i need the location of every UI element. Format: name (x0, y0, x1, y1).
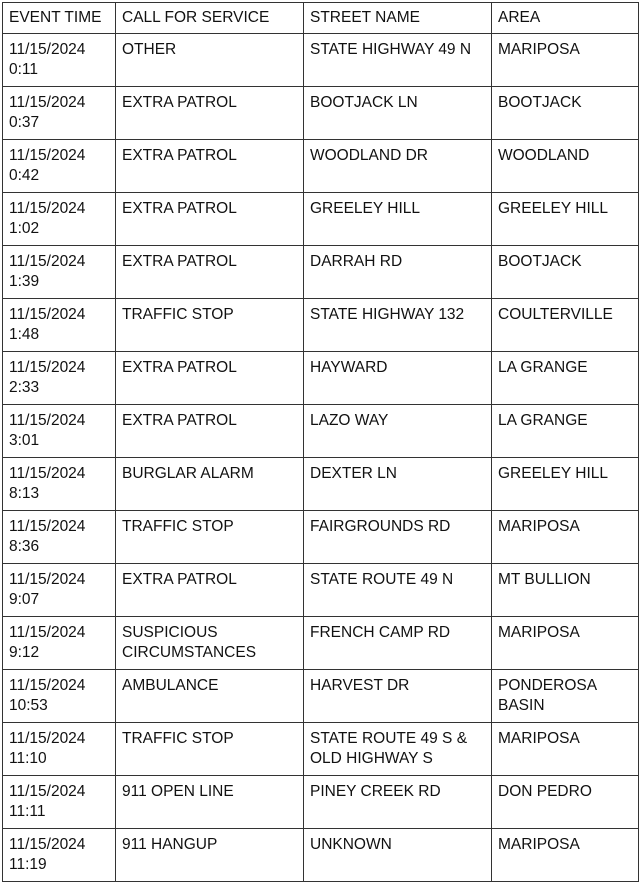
table-row (3, 776, 639, 829)
street-name-cell (304, 617, 492, 670)
area-cell (492, 617, 639, 670)
area-text: MT BULLION (498, 571, 591, 588)
event-date: 11/15/2024 (9, 518, 86, 535)
area-cell (492, 87, 639, 140)
event-date: 11/15/2024 (9, 783, 86, 800)
street-name-cell (304, 246, 492, 299)
event-time-cell (3, 140, 116, 193)
area-cell (492, 140, 639, 193)
area-cell (492, 34, 639, 87)
call-text: TRAFFIC STOP (122, 518, 234, 535)
street-name-cell (304, 193, 492, 246)
area-cell (492, 458, 639, 511)
area-text: WOODLAND (498, 147, 590, 164)
event-time-cell (3, 511, 116, 564)
area-cell (492, 723, 639, 776)
call-text: CIRCUMSTANCES (122, 644, 257, 661)
call-for-service-cell (116, 564, 304, 617)
street-text: UNKNOWN (310, 836, 392, 853)
area-text: MARIPOSA (498, 730, 580, 747)
street-text: GREELEY HILL (310, 200, 420, 217)
area-cell (492, 564, 639, 617)
event-time-cell (3, 193, 116, 246)
call-text: EXTRA PATROL (122, 571, 237, 588)
call-for-service-cell (116, 829, 304, 882)
call-text: EXTRA PATROL (122, 200, 237, 217)
call-for-service-cell (116, 458, 304, 511)
table-row (3, 458, 639, 511)
call-for-service-cell (116, 405, 304, 458)
call-text: EXTRA PATROL (122, 412, 237, 429)
street-text: BOOTJACK LN (310, 94, 418, 111)
header-call-for-service: CALL FOR SERVICE (116, 3, 304, 34)
area-cell (492, 299, 639, 352)
table-row (3, 564, 639, 617)
event-time-cell (3, 87, 116, 140)
area-cell (492, 246, 639, 299)
table-row (3, 670, 639, 723)
table-row (3, 193, 639, 246)
area-text: COULTERVILLE (498, 306, 613, 323)
call-text: EXTRA PATROL (122, 253, 237, 270)
street-text: WOODLAND DR (310, 147, 428, 164)
area-text: MARIPOSA (498, 518, 580, 535)
area-text: LA GRANGE (498, 359, 588, 376)
call-for-service-cell (116, 34, 304, 87)
table-row (3, 829, 639, 882)
event-time: 8:36 (9, 538, 40, 555)
street-name-cell (304, 34, 492, 87)
call-for-service-cell (116, 617, 304, 670)
street-name-cell (304, 299, 492, 352)
street-name-cell (304, 564, 492, 617)
event-time: 2:33 (9, 379, 40, 396)
table-row (3, 352, 639, 405)
street-name-cell (304, 352, 492, 405)
table-row (3, 87, 639, 140)
header-area: AREA (492, 3, 639, 34)
street-name-cell (304, 87, 492, 140)
table-row (3, 723, 639, 776)
call-text: EXTRA PATROL (122, 359, 237, 376)
call-text: EXTRA PATROL (122, 94, 237, 111)
call-text: BURGLAR ALARM (122, 465, 254, 482)
event-time-cell (3, 829, 116, 882)
event-date: 11/15/2024 (9, 836, 86, 853)
table-row (3, 140, 639, 193)
event-date: 11/15/2024 (9, 306, 86, 323)
call-for-service-cell (116, 193, 304, 246)
event-time: 11:11 (9, 803, 46, 820)
event-date: 11/15/2024 (9, 730, 86, 747)
header-street-name: STREET NAME (304, 3, 492, 34)
street-text: FAIRGROUNDS RD (310, 518, 451, 535)
call-text: TRAFFIC STOP (122, 730, 234, 747)
street-name-cell (304, 829, 492, 882)
event-time: 9:07 (9, 591, 40, 608)
street-name-cell (304, 723, 492, 776)
event-time: 10:53 (9, 697, 48, 714)
area-text: MARIPOSA (498, 624, 580, 641)
area-text: MARIPOSA (498, 836, 580, 853)
street-text: LAZO WAY (310, 412, 389, 429)
call-for-service-cell (116, 723, 304, 776)
event-time-cell (3, 352, 116, 405)
event-time-cell (3, 405, 116, 458)
street-text: STATE HIGHWAY 49 N (310, 41, 472, 58)
area-text: BOOTJACK (498, 253, 582, 270)
call-for-service-cell (116, 246, 304, 299)
call-log-table (2, 2, 639, 882)
event-date: 11/15/2024 (9, 624, 86, 641)
call-for-service-cell (116, 776, 304, 829)
event-time: 1:48 (9, 326, 40, 343)
call-text: TRAFFIC STOP (122, 306, 234, 323)
street-text: DARRAH RD (310, 253, 403, 270)
area-cell (492, 352, 639, 405)
area-text: MARIPOSA (498, 41, 580, 58)
area-text: GREELEY HILL (498, 465, 608, 482)
call-text: SUSPICIOUS (122, 624, 218, 641)
event-time-cell (3, 458, 116, 511)
event-date: 11/15/2024 (9, 94, 86, 111)
area-cell (492, 511, 639, 564)
street-text: OLD HIGHWAY S (310, 750, 433, 767)
event-time: 8:13 (9, 485, 40, 502)
table-row (3, 405, 639, 458)
event-time-cell (3, 299, 116, 352)
event-time-cell (3, 723, 116, 776)
event-date: 11/15/2024 (9, 200, 86, 217)
event-date: 11/15/2024 (9, 359, 86, 376)
event-time: 1:39 (9, 273, 40, 290)
street-text: DEXTER LN (310, 465, 397, 482)
event-time-cell (3, 34, 116, 87)
area-cell (492, 193, 639, 246)
event-time: 9:12 (9, 644, 40, 661)
table-header (3, 3, 639, 34)
call-text: AMBULANCE (122, 677, 219, 694)
event-time-cell (3, 617, 116, 670)
call-text: 911 HANGUP (122, 836, 218, 853)
street-name-cell (304, 458, 492, 511)
call-for-service-cell (116, 299, 304, 352)
street-name-cell (304, 140, 492, 193)
table-row (3, 34, 639, 87)
event-time: 0:11 (9, 61, 39, 78)
event-date: 11/15/2024 (9, 571, 86, 588)
area-text: DON PEDRO (498, 783, 592, 800)
street-text: PINEY CREEK RD (310, 783, 441, 800)
header-event-time: EVENT TIME (3, 3, 116, 34)
event-time: 0:42 (9, 167, 40, 184)
street-name-cell (304, 405, 492, 458)
table-row (3, 299, 639, 352)
event-date: 11/15/2024 (9, 465, 86, 482)
call-for-service-cell (116, 140, 304, 193)
street-text: STATE ROUTE 49 S & (310, 730, 468, 747)
event-date: 11/15/2024 (9, 253, 86, 270)
event-time-cell (3, 564, 116, 617)
event-time: 3:01 (9, 432, 40, 449)
call-for-service-cell (116, 87, 304, 140)
call-for-service-cell (116, 511, 304, 564)
event-date: 11/15/2024 (9, 41, 86, 58)
header-row (3, 3, 639, 34)
call-text: EXTRA PATROL (122, 147, 237, 164)
street-text: HAYWARD (310, 359, 388, 376)
street-text: HARVEST DR (310, 677, 410, 694)
street-name-cell (304, 670, 492, 723)
event-time-cell (3, 246, 116, 299)
street-name-cell (304, 776, 492, 829)
area-text: GREELEY HILL (498, 200, 608, 217)
area-cell (492, 829, 639, 882)
event-time: 1:02 (9, 220, 40, 237)
call-text: 911 OPEN LINE (122, 783, 234, 800)
event-time: 0:37 (9, 114, 40, 131)
event-time: 11:10 (9, 750, 47, 767)
event-date: 11/15/2024 (9, 677, 86, 694)
call-text: OTHER (122, 41, 177, 58)
event-date: 11/15/2024 (9, 412, 86, 429)
event-time-cell (3, 670, 116, 723)
table-row (3, 246, 639, 299)
area-cell (492, 776, 639, 829)
area-cell (492, 670, 639, 723)
table-body (3, 34, 639, 882)
street-text: STATE HIGHWAY 132 (310, 306, 465, 323)
area-text: BOOTJACK (498, 94, 582, 111)
street-text: FRENCH CAMP RD (310, 624, 451, 641)
area-text: PONDEROSA (498, 677, 598, 694)
call-for-service-cell (116, 352, 304, 405)
call-for-service-cell (116, 670, 304, 723)
area-cell (492, 405, 639, 458)
event-date: 11/15/2024 (9, 147, 86, 164)
event-time-cell (3, 776, 116, 829)
area-text: LA GRANGE (498, 412, 588, 429)
event-time: 11:19 (9, 856, 47, 873)
table-row (3, 617, 639, 670)
street-name-cell (304, 511, 492, 564)
area-text: BASIN (498, 697, 545, 714)
street-text: STATE ROUTE 49 N (310, 571, 454, 588)
table-row (3, 511, 639, 564)
